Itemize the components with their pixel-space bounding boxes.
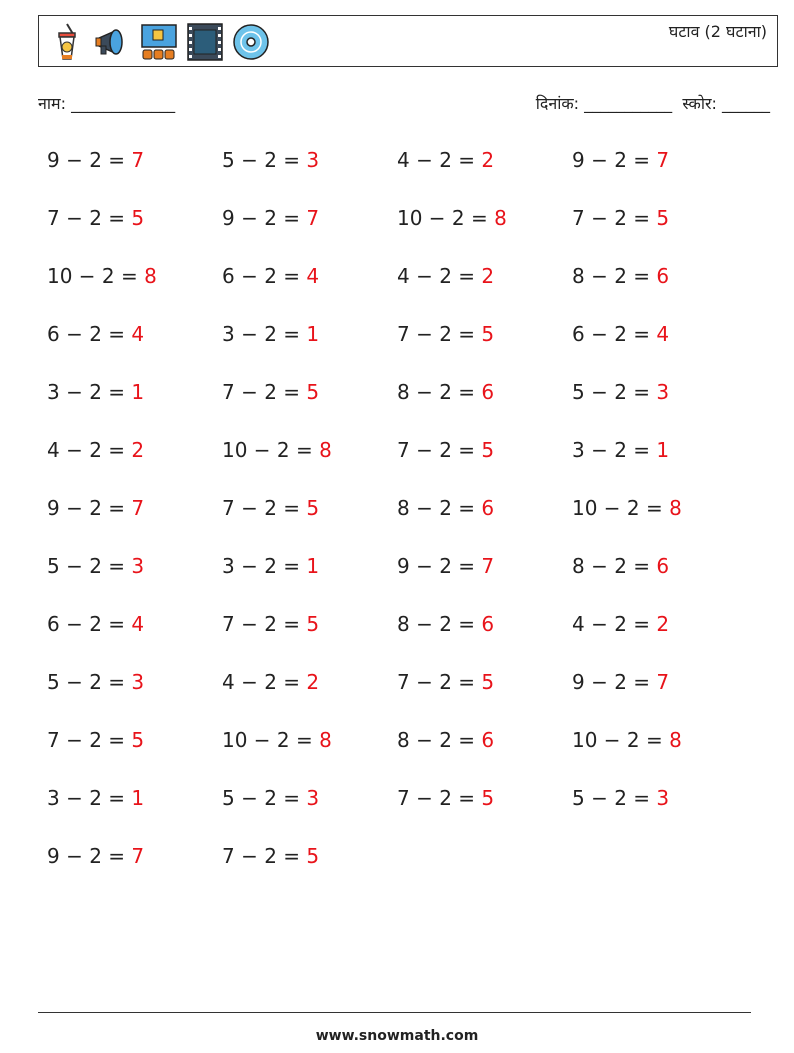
problem-cell [47,551,222,609]
problem-row [47,261,767,319]
problem-answer: 7 [656,670,670,694]
problem-row [47,783,767,841]
problem-answer: 6 [481,380,495,404]
problem-question: 9 − 2 = [47,496,132,520]
problem-cell [47,145,222,203]
problem-question: 5 − 2 = [222,148,307,172]
problem-question: 4 − 2 = [572,612,657,636]
problem-question: 6 − 2 = [572,322,657,346]
problem-question: 3 − 2 = [222,322,307,346]
problem-cell [47,377,222,435]
problem-cell [572,261,747,319]
drink-cup-icon [47,22,87,62]
problem-question: 4 − 2 = [47,438,132,462]
problem-answer: 3 [656,786,670,810]
header-icons [47,20,271,64]
problem-answer: 3 [306,786,320,810]
problem-cell [222,493,397,551]
problem-cell [47,841,222,899]
problem-row [47,609,767,667]
problem-answer: 5 [306,380,320,404]
problem-question: 8 − 2 = [397,612,482,636]
problem-question: 4 − 2 = [222,670,307,694]
problem-row [47,493,767,551]
megaphone-icon [93,22,133,62]
date-score-row [536,92,770,114]
date-field: दिनांक: ___________ [535,94,673,113]
problem-answer: 5 [131,206,145,230]
problem-question: 8 − 2 = [397,728,482,752]
problem-question: 5 − 2 = [47,670,132,694]
problem-cell [397,203,572,261]
problem-answer: 7 [306,206,320,230]
problem-question: 10 − 2 = [222,438,320,462]
tv-show-icon [139,22,179,62]
problem-cell [572,377,747,435]
problem-cell [47,435,222,493]
problem-question: 3 − 2 = [47,380,132,404]
problem-cell [397,435,572,493]
problem-row [47,551,767,609]
problem-cell [397,145,572,203]
problem-cell [222,841,397,899]
problem-question: 6 − 2 = [222,264,307,288]
problem-cell [47,667,222,725]
problem-row [47,841,767,899]
problem-cell [47,319,222,377]
worksheet-title: घटाव (2 घटाना) [668,22,767,41]
problem-question: 9 − 2 = [397,554,482,578]
problem-answer: 8 [319,438,332,462]
problem-row [47,435,767,493]
problem-question: 7 − 2 = [222,612,307,636]
problem-question: 7 − 2 = [222,380,307,404]
problem-cell [222,261,397,319]
problem-answer: 5 [656,206,670,230]
film-strip-icon [185,22,225,62]
problem-question: 4 − 2 = [397,264,482,288]
problem-row [47,145,767,203]
problem-cell [47,609,222,667]
problem-cell [397,667,572,725]
problem-cell [47,203,222,261]
problem-answer: 8 [669,728,682,752]
problem-question: 10 − 2 = [222,728,320,752]
problem-answer: 2 [656,612,670,636]
problem-question: 9 − 2 = [572,670,657,694]
problem-row [47,377,767,435]
problem-question: 7 − 2 = [222,496,307,520]
problem-cell [397,551,572,609]
problem-question: 9 − 2 = [47,844,132,868]
problem-answer: 3 [306,148,320,172]
cd-disc-icon [231,22,271,62]
problem-question: 8 − 2 = [572,264,657,288]
problem-answer: 4 [131,322,145,346]
problem-answer: 2 [481,148,495,172]
problem-cell [397,783,572,841]
problem-answer: 5 [481,670,495,694]
problem-answer: 1 [306,322,320,346]
problem-answer: 5 [481,438,495,462]
problem-cell [222,319,397,377]
problem-question: 4 − 2 = [397,148,482,172]
problem-question: 8 − 2 = [572,554,657,578]
header-box [38,15,778,67]
problem-answer: 7 [131,496,145,520]
problem-answer: 8 [494,206,507,230]
problem-question: 8 − 2 = [397,380,482,404]
problem-grid [47,145,767,899]
problem-question: 6 − 2 = [47,322,132,346]
problem-cell [397,319,572,377]
problem-answer: 8 [319,728,332,752]
problem-cell [572,203,747,261]
name-field: नाम: _____________ [38,94,176,113]
problem-answer: 5 [481,322,495,346]
problem-question: 3 − 2 = [47,786,132,810]
problem-answer: 4 [131,612,145,636]
problem-question: 6 − 2 = [47,612,132,636]
problem-cell [572,145,747,203]
problem-question: 7 − 2 = [47,728,132,752]
problem-cell [222,783,397,841]
problem-answer: 5 [306,612,320,636]
problem-cell [572,725,747,783]
problem-cell [47,783,222,841]
problem-answer: 5 [306,844,320,868]
problem-answer: 8 [669,496,682,520]
problem-answer: 6 [481,728,495,752]
problem-cell [397,377,572,435]
problem-answer: 6 [656,264,670,288]
problem-answer: 6 [481,612,495,636]
problem-answer: 1 [656,438,670,462]
problem-question: 10 − 2 = [397,206,495,230]
problem-cell [572,319,747,377]
problem-answer: 2 [131,438,145,462]
problem-question: 10 − 2 = [47,264,145,288]
problem-question: 8 − 2 = [397,496,482,520]
footer-url: www.snowmath.com [315,1028,479,1044]
problem-answer: 2 [481,264,495,288]
problem-cell [397,493,572,551]
problem-cell [47,725,222,783]
problem-question: 7 − 2 = [397,322,482,346]
problem-question: 7 − 2 = [397,438,482,462]
problem-answer: 2 [306,670,320,694]
problem-answer: 3 [131,554,145,578]
problem-answer: 6 [656,554,670,578]
problem-answer: 7 [131,148,145,172]
problem-question: 7 − 2 = [397,670,482,694]
problem-question: 7 − 2 = [47,206,132,230]
problem-row [47,725,767,783]
problem-answer: 1 [131,380,145,404]
problem-cell [222,667,397,725]
problem-cell [572,609,747,667]
problem-answer: 7 [656,148,670,172]
problem-question: 9 − 2 = [222,206,307,230]
problem-question: 9 − 2 = [47,148,132,172]
problem-question: 10 − 2 = [572,728,670,752]
problem-cell [222,145,397,203]
problem-question: 5 − 2 = [572,786,657,810]
problem-cell [397,725,572,783]
problem-question: 5 − 2 = [222,786,307,810]
problem-cell [222,377,397,435]
problem-cell [572,435,747,493]
problem-cell [222,435,397,493]
problem-cell [47,261,222,319]
problem-answer: 5 [481,786,495,810]
problem-question: 9 − 2 = [572,148,657,172]
problem-cell [47,493,222,551]
problem-answer: 3 [131,670,145,694]
problem-answer: 1 [306,554,320,578]
problem-question: 10 − 2 = [572,496,670,520]
problem-cell [222,551,397,609]
problem-answer: 4 [306,264,320,288]
problem-answer: 8 [144,264,157,288]
problem-answer: 5 [131,728,145,752]
problem-answer: 6 [481,496,495,520]
problem-row [47,319,767,377]
problem-question: 5 − 2 = [47,554,132,578]
problem-question: 3 − 2 = [572,438,657,462]
problem-question: 5 − 2 = [572,380,657,404]
problem-cell [572,783,747,841]
problem-row [47,667,767,725]
problem-answer: 3 [656,380,670,404]
problem-cell [222,725,397,783]
problem-answer: 4 [656,322,670,346]
problem-answer: 5 [306,496,320,520]
problem-cell [397,261,572,319]
problem-row [47,203,767,261]
problem-question: 7 − 2 = [397,786,482,810]
problem-cell [222,609,397,667]
score-field: स्कोर: ______ [682,94,770,113]
problem-cell [222,203,397,261]
problem-question: 7 − 2 = [222,844,307,868]
problem-cell [397,609,572,667]
problem-question: 3 − 2 = [222,554,307,578]
footer-divider [38,1012,751,1013]
problem-answer: 7 [131,844,145,868]
problem-cell [572,493,747,551]
problem-answer: 7 [481,554,495,578]
problem-cell [572,551,747,609]
problem-cell [572,667,747,725]
problem-answer: 1 [131,786,145,810]
problem-question: 7 − 2 = [572,206,657,230]
